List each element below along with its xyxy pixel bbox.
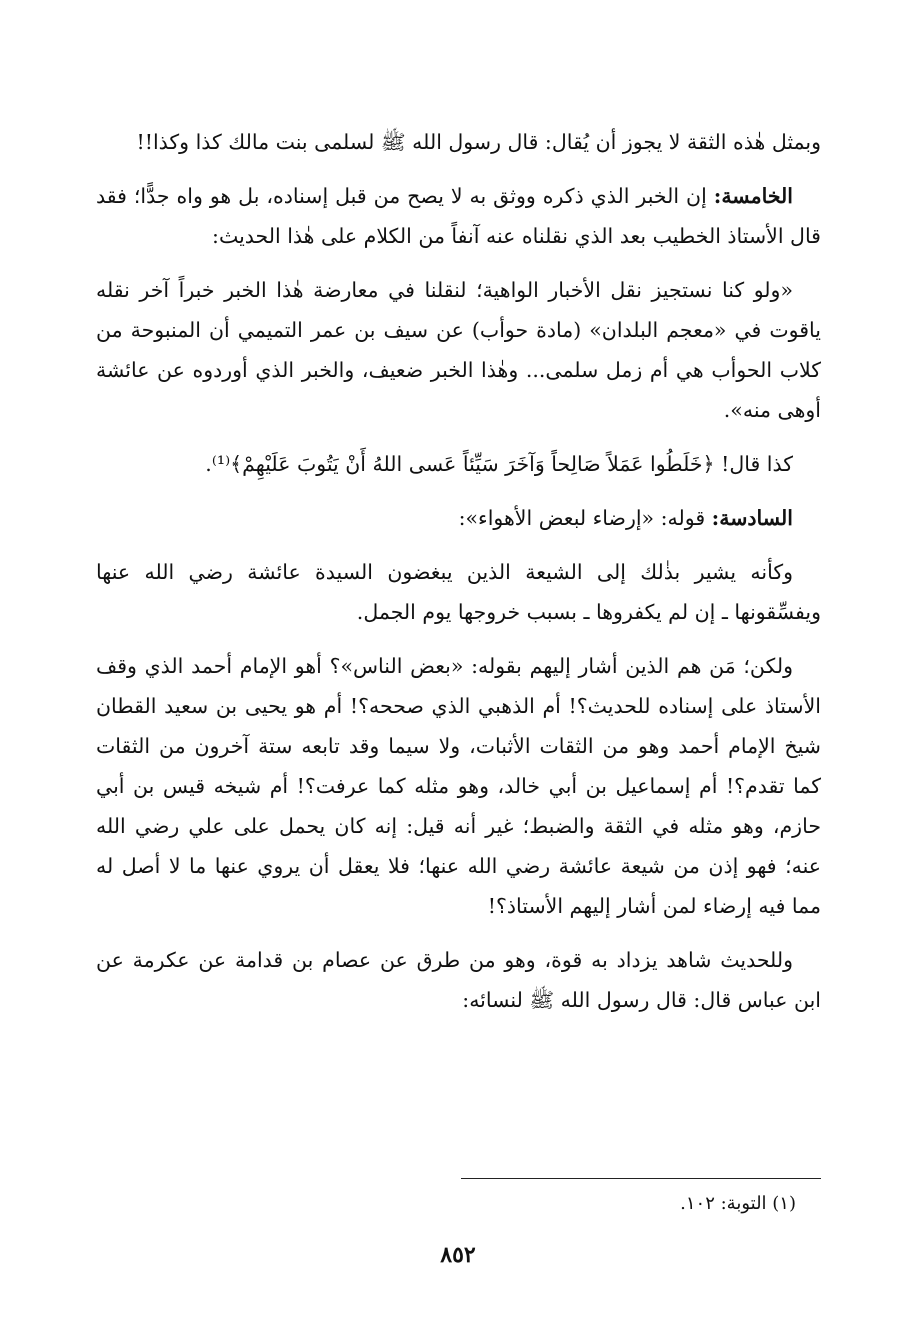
- section-heading-fifth: الخامسة:: [713, 184, 793, 208]
- paragraph-6-text: وكأنه يشير بذٰلك إلى الشيعة الذين يبغضون السيدة عائشة رضي الله عنها ويفسِّقونها ـ إن لم يكفروها ـ بسبب خروجها يوم الجمل.: [96, 560, 821, 624]
- paragraph-5: [96, 498, 821, 538]
- page-number: ٨٥٢: [440, 1242, 476, 1268]
- footnote-divider: [461, 1178, 821, 1179]
- section-heading-sixth: السادسة:: [711, 506, 793, 530]
- paragraph-4-text: كذا قال! ﴿خَلَطُوا عَمَلاً صَالِحاً وَآخَرَ سَيِّئاً عَسى اللهُ أَنْ يَتُوبَ عَلَيْهِمْ﴾⁽¹⁾.: [205, 452, 793, 476]
- footnote: (١) التوبة: ١٠٢.: [680, 1193, 796, 1214]
- paragraph-1: [96, 122, 821, 162]
- paragraph-8: [96, 940, 821, 1020]
- body-text: [96, 122, 821, 1020]
- paragraph-4: [96, 444, 821, 484]
- paragraph-3: [96, 270, 821, 430]
- paragraph-2: [96, 176, 821, 256]
- paragraph-7: [96, 646, 821, 926]
- paragraph-5-text: قوله: «إرضاء لبعض الأهواء»:: [458, 506, 712, 530]
- paragraph-1-text: وبمثل هٰذه الثقة لا يجوز أن يُقال: قال رسول الله ﷺ لسلمى بنت مالك كذا وكذا!!: [136, 130, 821, 154]
- paragraph-3-text: «ولو كنا نستجيز نقل الأخبار الواهية؛ لنقلنا في معارضة هٰذا الخبر خبراً آخر نقله ياقوت في «معجم البلدان» (مادة حوأب) عن سيف بن عمر التميمي أن المنبوحة من كلاب الحوأب هي أم زمل سلمى... وهٰذا الخبر ضعيف، والخبر الذي أوردوه عن عائشة أوهى منه».: [96, 278, 821, 422]
- paragraph-8-text: وللحديث شاهد يزداد به قوة، وهو من طرق عن عصام بن قدامة عن عكرمة عن ابن عباس قال: قال رسول الله ﷺ لنسائه:: [96, 948, 821, 1012]
- paragraph-6: [96, 552, 821, 632]
- paragraph-7-text: ولكن؛ مَن هم الذين أشار إليهم بقوله: «بعض الناس»؟ أهو الإمام أحمد الذي وقف الأستاذ على إسناده للحديث؟! أم الذهبي الذي صححه؟! أم هو يحيى بن سعيد القطان شيخ الإمام أحمد وهو من الثقات الأثبات، ولا سيما وقد تابعه ستة آخرون من الثقات كما تقدم؟! أم إسماعيل بن أبي خالد، وهو مثله كما عرفت؟! أم شيخه قيس بن أبي حازم، وهو مثله في الثقة والضبط؛ غير أنه قيل: إنه كان يحمل على علي رضي الله عنه؛ فهو إذن من شيعة عائشة رضي الله عنها؛ فلا يعقل أن يروي عنها ما لا أصل له مما فيه إرضاء لمن أشار إليهم الأستاذ؟!: [96, 654, 821, 918]
- paragraph-2-text: إن الخبر الذي ذكره ووثق به لا يصح من قبل إسناده، بل هو واه جدًّا؛ فقد قال الأستاذ الخطيب بعد الذي نقلناه عنه آنفاً من الكلام على هٰذا الحديث:: [96, 184, 821, 248]
